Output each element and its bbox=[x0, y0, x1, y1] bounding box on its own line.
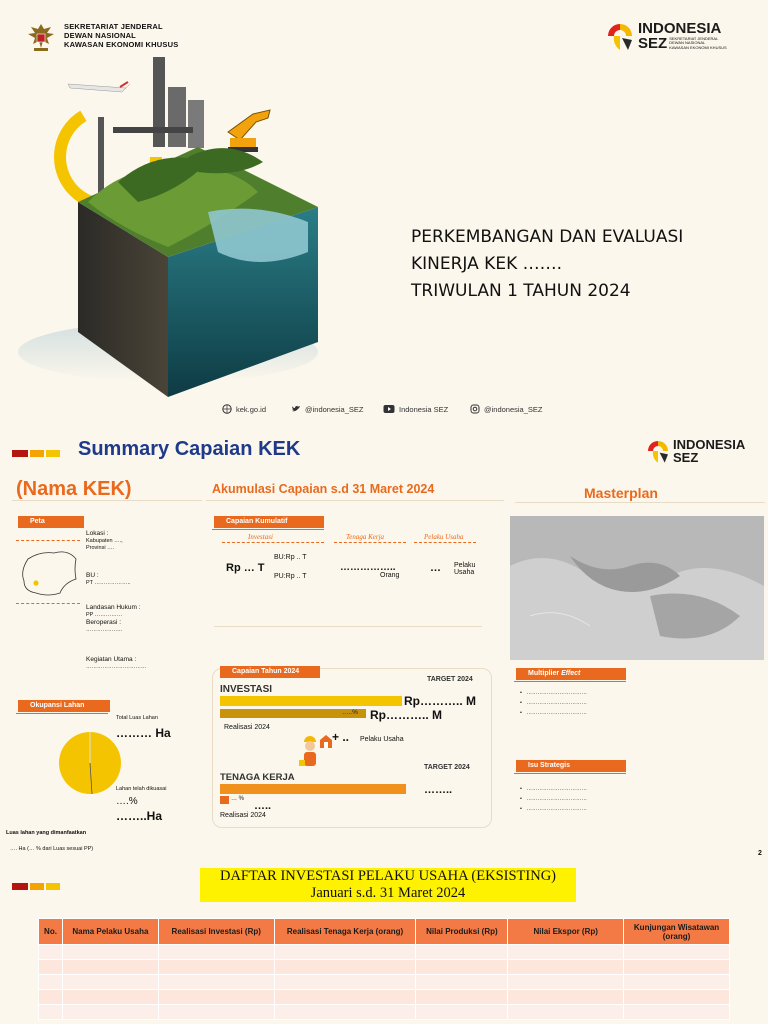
column-header: Realisasi Tenaga Kerja (orang) bbox=[274, 919, 416, 945]
kegiatan-info bbox=[86, 656, 147, 671]
table-cell bbox=[39, 945, 63, 960]
multiplier-label-a: Multiplier bbox=[528, 670, 562, 677]
isu-list bbox=[520, 784, 587, 814]
divider bbox=[514, 681, 626, 682]
column-header: Realisasi Investasi (Rp) bbox=[158, 919, 274, 945]
table-cell bbox=[62, 975, 158, 990]
pelaku-usaha-unit bbox=[454, 562, 475, 576]
table-row bbox=[39, 990, 730, 1005]
pelaku-usaha-total: … bbox=[430, 562, 441, 574]
table-cell bbox=[416, 960, 508, 975]
tenaga-kerja-total: …………….. bbox=[340, 562, 396, 573]
okupansi-pie-chart bbox=[58, 731, 122, 795]
pu-unit-line: Usaha bbox=[454, 569, 475, 576]
column-header: Nilai Ekspor (Rp) bbox=[508, 919, 624, 945]
brand-sub-line: SEKRETARIAT JENDERAL bbox=[669, 35, 719, 41]
table-cell bbox=[624, 945, 730, 960]
globe-icon bbox=[222, 404, 232, 414]
accent-bars bbox=[12, 450, 60, 457]
social-text: @indonesia_SEZ bbox=[484, 404, 543, 414]
divider bbox=[212, 529, 324, 530]
accent-bar bbox=[46, 883, 60, 890]
accent-bar bbox=[30, 883, 44, 890]
daftar-title: DAFTAR INVESTASI PELAKU USAHA (EKSISTING) bbox=[219, 868, 556, 884]
multiplier-item: • …………………………… bbox=[520, 690, 588, 696]
summary-slide bbox=[0, 430, 768, 858]
tenaga-kerja-sublabel: Tenaga Kerja bbox=[346, 533, 385, 541]
table-cell bbox=[158, 990, 274, 1005]
table-cell bbox=[39, 975, 63, 990]
lahan-dikuasai-label: Lahan telah dikuasai bbox=[116, 786, 167, 792]
divider bbox=[214, 626, 482, 627]
tenaga-kerja-unit: Orang bbox=[380, 572, 400, 579]
daftar-subtitle: Januari s.d. 31 Maret 2024 bbox=[310, 885, 466, 901]
brand-bottom: SEZ bbox=[673, 450, 699, 465]
social-youtube[interactable] bbox=[383, 404, 448, 414]
pelaku-usaha-plus: + .. bbox=[332, 730, 350, 744]
realisasi-value: Rp……….. M bbox=[370, 708, 442, 722]
accent-bar bbox=[46, 450, 60, 457]
tk-target-label: TARGET 2024 bbox=[424, 764, 470, 771]
isu-item-text: …………………………… bbox=[526, 806, 588, 812]
landasan-label: Landasan Hukum : bbox=[86, 604, 141, 611]
peta-label: Peta bbox=[18, 516, 84, 528]
divider bbox=[206, 500, 504, 501]
investasi-bu: BU:Rp .. T bbox=[274, 554, 307, 561]
table-cell bbox=[624, 960, 730, 975]
indonesia-sez-logo bbox=[602, 18, 727, 54]
multiplier-label bbox=[516, 668, 626, 680]
instagram-icon bbox=[470, 404, 480, 414]
table-cell bbox=[62, 1005, 158, 1020]
bu-value: PT ……………….. bbox=[86, 580, 131, 586]
lahan-dimanfaatkan-value: …. Ha (… % dari Luas sesuai PP) bbox=[10, 846, 94, 852]
nama-kek-heading: (Nama KEK) bbox=[16, 478, 132, 500]
map-frame bbox=[16, 540, 80, 604]
accent-bar bbox=[12, 450, 28, 457]
org-line: SEKRETARIAT JENDERAL bbox=[64, 22, 163, 31]
garuda-emblem-icon bbox=[24, 20, 58, 54]
table-cell bbox=[62, 945, 158, 960]
table-cell bbox=[274, 975, 416, 990]
table-cell bbox=[508, 945, 624, 960]
org-line: KAWASAN EKONOMI KHUSUS bbox=[64, 40, 179, 49]
table-cell bbox=[274, 960, 416, 975]
org-name bbox=[64, 22, 178, 49]
table-cell bbox=[274, 945, 416, 960]
table-cell bbox=[508, 960, 624, 975]
investasi-total: Rp … T bbox=[226, 562, 265, 574]
table-cell bbox=[39, 960, 63, 975]
page-number: 2 bbox=[758, 850, 762, 857]
indonesia-sez-logo-small bbox=[643, 436, 745, 466]
multiplier-item-text: …………………………… bbox=[526, 700, 588, 706]
isu-item: • …………………………… bbox=[520, 796, 588, 802]
tk-realisasi-bar bbox=[220, 796, 229, 804]
org-line: DEWAN NASIONAL bbox=[64, 31, 136, 40]
target-value: Rp……….. M bbox=[404, 694, 476, 708]
isu-strategis-label: Isu Strategis bbox=[516, 760, 626, 772]
capaian-tahun-label: Capaian Tahun 2024 bbox=[220, 666, 320, 678]
kegiatan-value: …………………………… bbox=[86, 664, 147, 670]
table-cell bbox=[624, 975, 730, 990]
table-cell bbox=[158, 960, 274, 975]
brand-top: INDONESIA bbox=[638, 20, 722, 37]
masterplan-image bbox=[510, 516, 764, 660]
capaian-kumulatif-label: Capaian Kumulatif bbox=[214, 516, 324, 528]
table-row bbox=[39, 975, 730, 990]
tk-realisasi-value: ….. bbox=[254, 800, 272, 812]
investasi-pu: PU:Rp .. T bbox=[274, 573, 307, 580]
tk-realisasi-label: Realisasi 2024 bbox=[220, 812, 266, 819]
table-cell bbox=[62, 990, 158, 1005]
twitter-icon bbox=[291, 404, 301, 414]
brand-top: INDONESIA bbox=[673, 437, 746, 452]
table-cell bbox=[624, 990, 730, 1005]
akumulasi-heading: Akumulasi Capaian s.d 31 Maret 2024 bbox=[212, 482, 435, 496]
column-header: Nama Pelaku Usaha bbox=[62, 919, 158, 945]
multiplier-item-text: …………………………… bbox=[526, 690, 588, 696]
social-instagram[interactable] bbox=[470, 404, 542, 414]
social-text: Indonesia SEZ bbox=[399, 404, 449, 414]
kek-info bbox=[86, 530, 123, 552]
investasi-heading: INVESTASI bbox=[220, 684, 273, 695]
table-row bbox=[39, 960, 730, 975]
column-header: No. bbox=[39, 919, 63, 945]
social-text: @indonesia_SEZ bbox=[305, 404, 364, 414]
pelaku-usaha-label: Pelaku Usaha bbox=[360, 736, 404, 743]
multiplier-item-text: …………………………… bbox=[526, 710, 588, 716]
social-text: kek.go.id bbox=[236, 404, 267, 414]
kabupaten-value: Kabupaten …., bbox=[86, 538, 123, 544]
total-luas-value: ……… Ha bbox=[116, 726, 171, 740]
tenaga-kerja-heading: TENAGA KERJA bbox=[220, 772, 295, 783]
tk-target-value: …….. bbox=[424, 784, 453, 796]
table-cell bbox=[416, 990, 508, 1005]
cover-title-line: KINERJA KEK ……. bbox=[411, 254, 563, 274]
youtube-icon bbox=[383, 404, 395, 414]
kegiatan-label: Kegiatan Utama : bbox=[86, 656, 137, 663]
table-cell bbox=[158, 1005, 274, 1020]
table-cell bbox=[39, 990, 63, 1005]
column-header: Kunjungan Wisatawan (orang) bbox=[624, 919, 730, 945]
table-row bbox=[39, 945, 730, 960]
table-cell bbox=[62, 960, 158, 975]
lahan-dimanfaatkan-label: Luas lahan yang dimanfaatkan bbox=[6, 830, 87, 836]
table-row bbox=[39, 1005, 730, 1020]
summary-title: Summary Capaian KEK bbox=[78, 438, 301, 460]
multiplier-item: • …………………………… bbox=[520, 710, 588, 716]
hero-illustration bbox=[18, 52, 388, 397]
lokasi-label: Lokasi : bbox=[86, 530, 109, 537]
accent-bars bbox=[12, 883, 60, 890]
bu-label: BU : bbox=[86, 572, 99, 579]
provinsi-value: Provinsi …. bbox=[86, 545, 115, 551]
divider bbox=[514, 773, 626, 774]
sez-logo-icon bbox=[602, 18, 638, 54]
accent-bar bbox=[12, 883, 28, 890]
beroperasi-label: Beroperasi : bbox=[86, 619, 122, 626]
table-cell bbox=[508, 1005, 624, 1020]
target-label: TARGET 2024 bbox=[427, 676, 473, 683]
investasi-table bbox=[38, 918, 730, 1020]
daftar-slide bbox=[0, 860, 768, 1024]
okupansi-label: Okupansi Lahan bbox=[18, 700, 110, 712]
accent-bar bbox=[30, 450, 44, 457]
tk-realisasi-pct: … % bbox=[231, 796, 245, 802]
column-header: Nilai Produksi (Rp) bbox=[416, 919, 508, 945]
table-cell bbox=[624, 1005, 730, 1020]
table-cell bbox=[508, 975, 624, 990]
table-cell bbox=[158, 945, 274, 960]
brand-sub-line: KAWASAN EKONOMI KHUSUS bbox=[669, 44, 727, 50]
table-header-row bbox=[39, 919, 730, 945]
investasi-header-line bbox=[222, 542, 324, 543]
landasan-info bbox=[86, 604, 141, 634]
bu-info bbox=[86, 572, 131, 587]
divider bbox=[12, 500, 202, 501]
table-cell bbox=[274, 1005, 416, 1020]
isu-item: • …………………………… bbox=[520, 806, 588, 812]
tk-target-bar bbox=[220, 784, 406, 794]
cover-title bbox=[411, 224, 683, 305]
target-bar bbox=[220, 696, 402, 706]
table-cell bbox=[416, 975, 508, 990]
isu-item-text: …………………………… bbox=[526, 796, 588, 802]
sez-logo-icon bbox=[643, 436, 673, 466]
cover-title-line: TRIWULAN 1 TAHUN 2024 bbox=[411, 281, 631, 301]
social-website[interactable] bbox=[222, 404, 266, 414]
realisasi-pct: …..% bbox=[342, 709, 358, 716]
landasan-value: PP …………… bbox=[86, 612, 123, 618]
brand-sub bbox=[669, 37, 727, 51]
realisasi-label: Realisasi 2024 bbox=[224, 724, 270, 731]
divider bbox=[515, 502, 765, 503]
investasi-sublabel: Investasi bbox=[248, 533, 273, 541]
daftar-title-box bbox=[200, 868, 576, 902]
multiplier-list bbox=[520, 688, 587, 718]
pu-header-line bbox=[414, 542, 476, 543]
brand-sub-line: DEWAN NASIONAL bbox=[669, 40, 706, 46]
multiplier-label-b: Effect bbox=[561, 670, 581, 677]
table-cell bbox=[39, 1005, 63, 1020]
map-outline-icon bbox=[16, 541, 80, 605]
lahan-dikuasai-pct: ….% bbox=[116, 796, 138, 807]
masterplan-heading: Masterplan bbox=[584, 485, 658, 501]
table-cell bbox=[508, 990, 624, 1005]
cover-title-line: PERKEMBANGAN DAN EVALUASI bbox=[411, 227, 684, 247]
brand-bottom: SEZ bbox=[638, 35, 668, 52]
isu-item-text: …………………………… bbox=[526, 786, 588, 792]
beroperasi-value: ……………….. bbox=[86, 627, 123, 633]
lahan-dikuasai-ha: ……..Ha bbox=[116, 809, 163, 823]
pelaku-usaha-sublabel: Pelaku Usaha bbox=[424, 533, 464, 541]
table-cell bbox=[274, 990, 416, 1005]
social-twitter[interactable] bbox=[291, 404, 363, 414]
table-cell bbox=[416, 945, 508, 960]
tk-header-line bbox=[334, 542, 406, 543]
isu-item: • …………………………… bbox=[520, 786, 588, 792]
pu-unit-line: Pelaku bbox=[454, 562, 476, 569]
multiplier-item: • …………………………… bbox=[520, 700, 588, 706]
cover-slide bbox=[0, 0, 768, 428]
divider bbox=[16, 713, 108, 714]
table-cell bbox=[158, 975, 274, 990]
table-cell bbox=[416, 1005, 508, 1020]
total-luas-label: Total Luas Lahan bbox=[116, 715, 158, 721]
worker-icon bbox=[296, 732, 332, 770]
